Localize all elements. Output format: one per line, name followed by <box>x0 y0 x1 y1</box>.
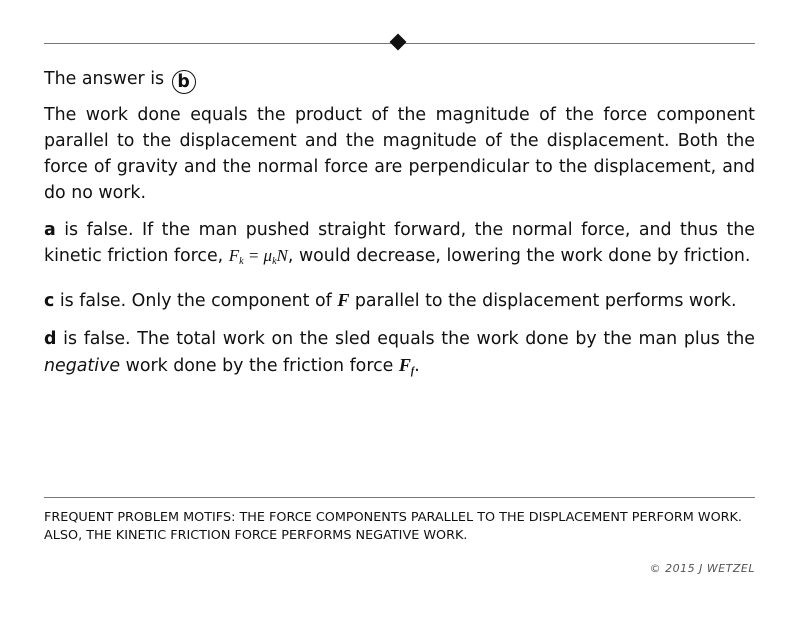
option-c-label: c <box>44 291 55 311</box>
option-d-text-end: . <box>414 356 420 376</box>
answer-line <box>44 66 755 94</box>
option-d-label: d <box>44 329 57 349</box>
force-symbol: F <box>337 290 350 310</box>
problem-motifs-note: FREQUENT PROBLEM MOTIFS: THE FORCE COMPONENTS PARALLEL TO THE DISPLACEMENT PERFORM WORK. ALSO, THE KINETIC FRICTION FORCE PERFORMS NEGATIVE WORK. <box>44 510 742 543</box>
friction-force-symbol <box>399 355 414 375</box>
option-d-text: is false. The total work on the sled equals the work done by the man plus the <box>56 329 755 349</box>
option-a-text-end: , would decrease, lowering the work done by friction. <box>287 246 751 266</box>
option-d-text-middle: work done by the friction force <box>120 356 399 376</box>
formula-force-symbol: F <box>228 246 240 265</box>
answer-content <box>44 66 755 385</box>
option-a-text: is false. If the man pushed straight forward, the normal force, and thus the kinetic friction force, <box>44 220 755 266</box>
work-explanation: The work done equals the product of the magnitude of the force component parallel to the displacement and the magnitude of the displacement. Both the force of gravity and the normal force are perpendicular to the displacement, and do no work. <box>44 105 755 203</box>
option-a-explanation <box>44 217 755 275</box>
option-a-label: a <box>44 220 56 240</box>
option-c-explanation <box>44 287 755 314</box>
formula-mu: μ <box>263 246 273 265</box>
diamond-icon <box>390 34 407 51</box>
option-c-text: is false. Only the component of <box>54 291 338 311</box>
option-d-explanation <box>44 326 755 385</box>
formula-force-subscript: k <box>239 256 244 267</box>
option-d-emphasis: negative <box>44 356 121 376</box>
answer-choice-badge: b <box>172 70 196 94</box>
friction-force-letter: F <box>398 355 411 375</box>
friction-force-subscript: f <box>410 366 415 377</box>
formula-normal-force: N <box>276 246 288 265</box>
kinetic-friction-formula <box>229 246 288 265</box>
formula-equals: = <box>243 246 264 265</box>
footer-divider <box>44 497 755 498</box>
formula-mu-subscript: k <box>272 256 277 267</box>
copyright-notice: © 2015 J WETZEL <box>649 562 755 575</box>
option-c-text-end: parallel to the displacement performs work. <box>349 291 737 311</box>
answer-prefix: The answer is <box>44 69 165 89</box>
